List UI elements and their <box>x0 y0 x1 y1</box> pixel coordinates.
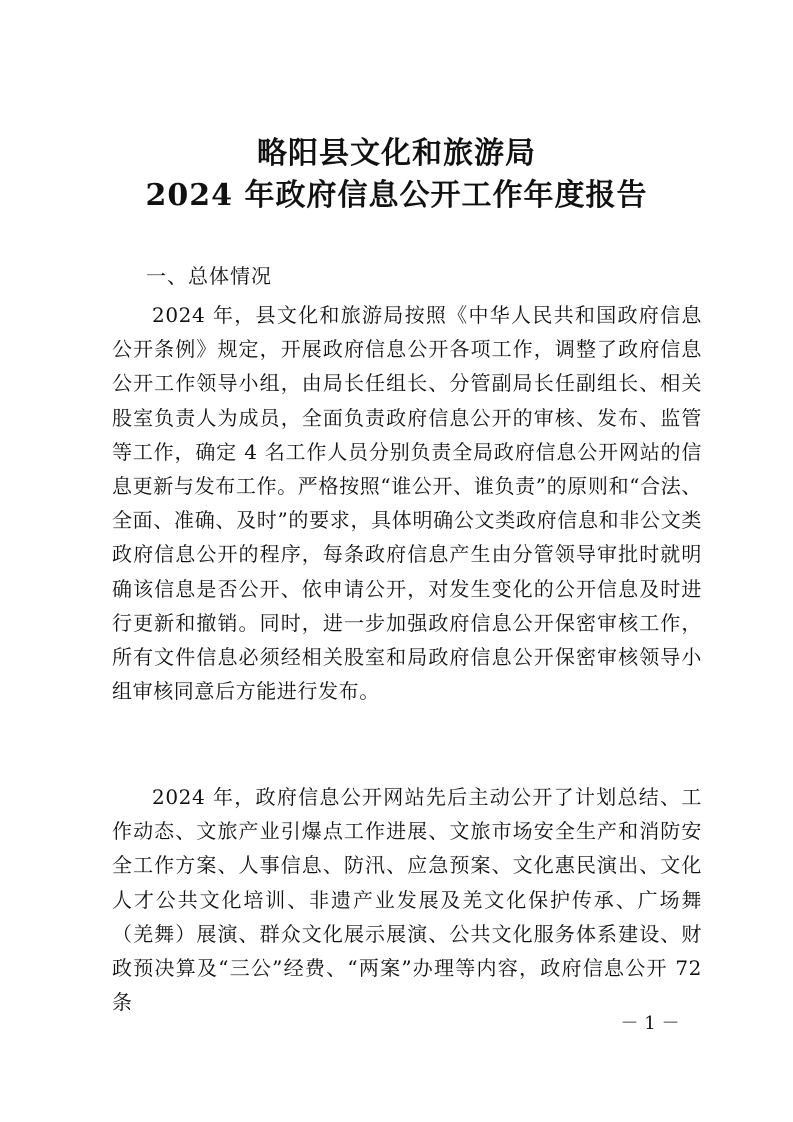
paragraph-disclosure-content: 2024 年，政府信息公开网站先后主动公开了计划总结、工作动态、文旅产业引爆点工作进展、文旅市场安全生产和消防安全工作方案、人事信息、防汛、应急预案、文化惠民演出、文化人才公共文化培训、非遗产业发展及羌文化保护传承、广场舞（羌舞）展演、群众文化展示展演、公共文化服务体系建设、财政预决算及“三公”经费、“两案”办理等内容，政府信息公开 72 条 <box>112 785 702 1015</box>
page-number: － 1 － <box>620 1013 680 1034</box>
document-title-line2: 2024 年政府信息公开工作年度报告 <box>145 178 648 213</box>
paragraph-overview: 2024 年，县文化和旅游局按照《中华人民共和国政府信息公开条例》规定，开展政府信息公开各项工作，调整了政府信息公开工作领导小组，由局长任组长、分管副局长任副组长、相关股室负责人为成员，全面负责政府信息公开的审核、发布、监管等工作，确定 4 名工作人员分别负责全局政府信息公开网站的信息更新与发布工作。严格按照“谁公开、谁负责”的原则和“合法、全面、准确、及时”的要求，具体明确公文类政府信息和非公文类政府信息公开的程序，每条政府信息产生由分管领导审批时就明确该信息是否公开、依申请公开，对发生变化的公开信息及时进行更新和撤销。同时，进一步加强政府信息公开保密审核工作，所有文件信息必须经相关股室和局政府信息公开保密审核领导小组审核同意后方能进行发布。 <box>112 303 702 704</box>
document-title-line1: 略阳县文化和旅游局 <box>257 136 536 171</box>
section-heading-overall: 一、总体情况 <box>146 264 272 288</box>
